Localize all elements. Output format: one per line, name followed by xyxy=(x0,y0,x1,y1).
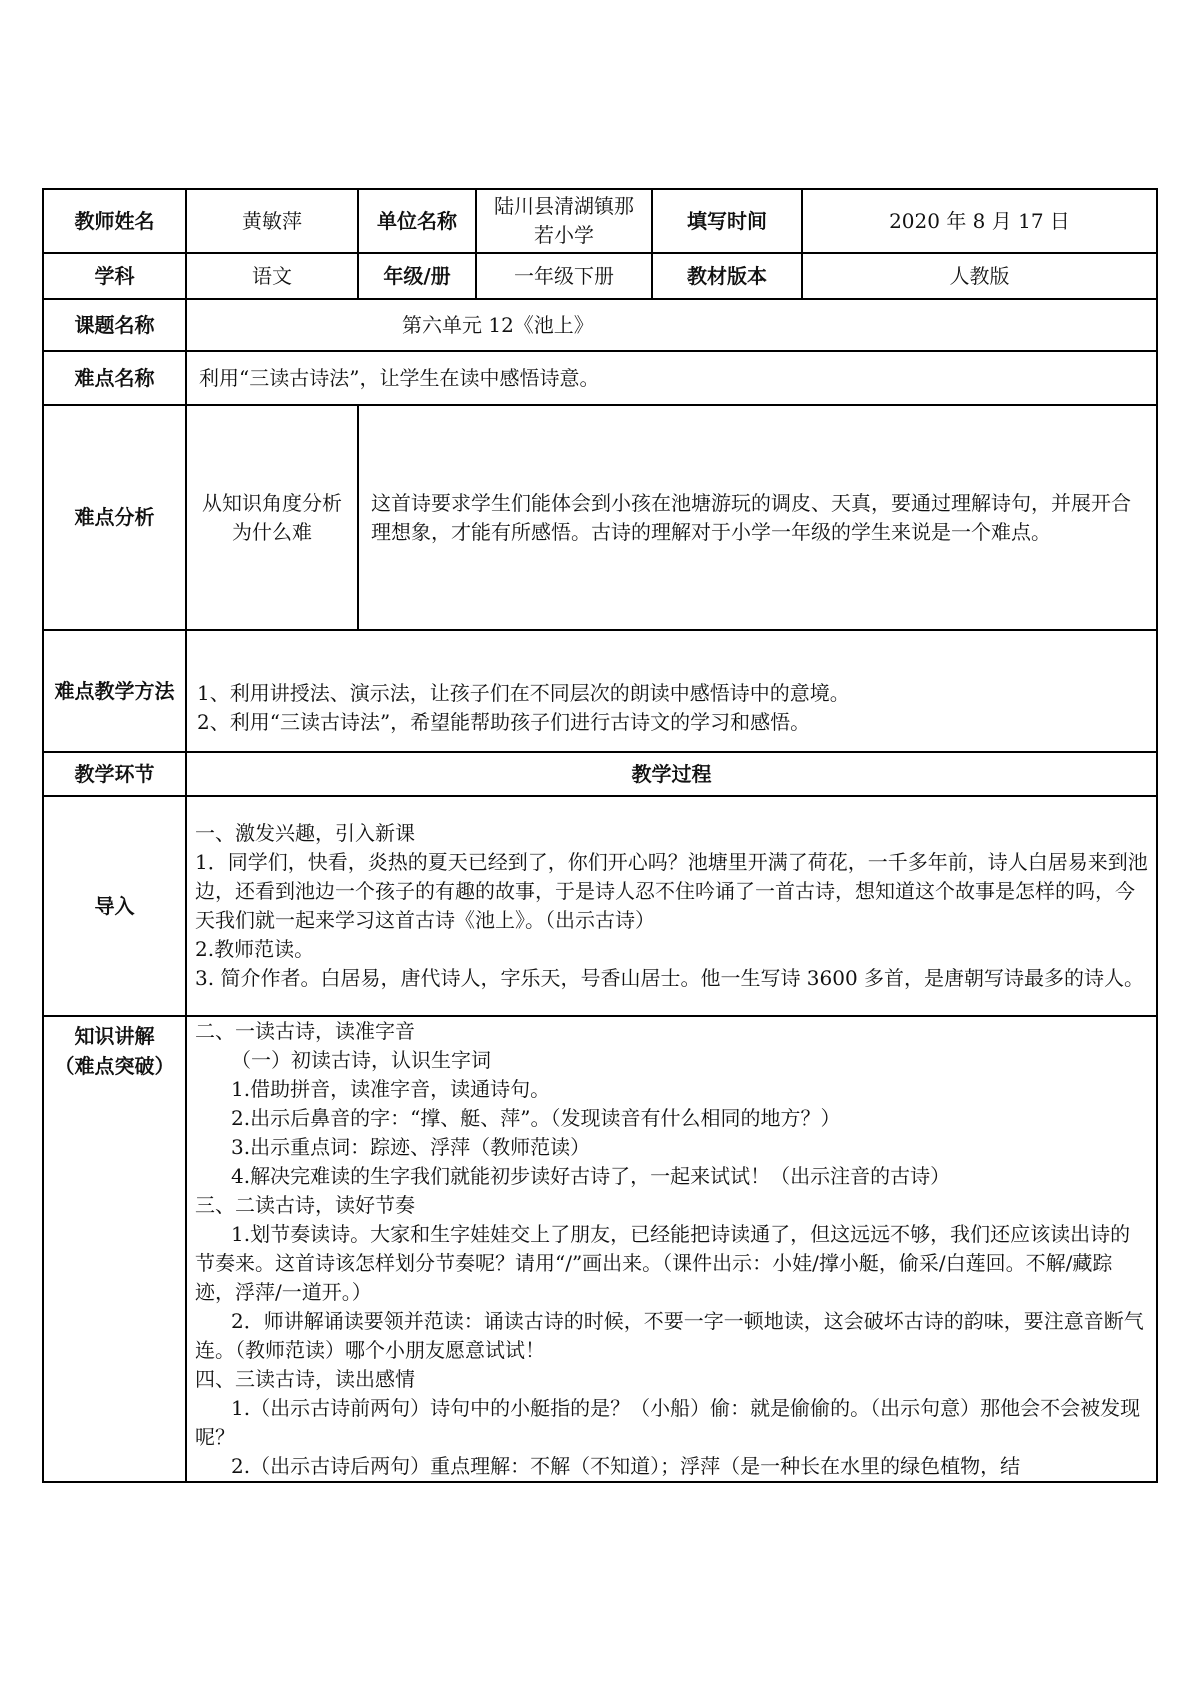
knowledge-line: （一）初读古诗，认识生字词 xyxy=(231,1048,491,1072)
intro-content xyxy=(186,796,1157,1016)
stage-header: 教学环节 xyxy=(43,752,186,796)
knowledge-row xyxy=(43,1016,1157,1482)
intro-line: 1．同学们，快看，炎热的夏天已经到了，你们开心吗？池塘里开满了荷花，一千多年前，诗人白居易来到池边，还看到池边一个孩子的有趣的故事，于是诗人忍不住吟诵了一首古诗，想知道这个故事是怎样的吗，今天我们就一起来学习这首古诗《池上》。（出示古诗） xyxy=(195,850,1148,932)
intro-row xyxy=(43,796,1157,1016)
edition-value: 人教版 xyxy=(802,253,1157,299)
unit-name-value: 陆川县清湖镇那若小学 xyxy=(476,189,652,253)
difficulty-label: 难点名称 xyxy=(43,351,186,405)
knowledge-label-line1: 知识讲解 xyxy=(74,1024,155,1048)
header-row-1 xyxy=(43,189,1157,253)
unit-name-label: 单位名称 xyxy=(358,189,476,253)
teacher-name-label: 教师姓名 xyxy=(43,189,186,253)
intro-line: 一、激发兴趣，引入新课 xyxy=(195,821,415,845)
knowledge-line: 2.（出示古诗后两句）重点理解：不解（不知道）；浮萍（是一种长在水里的绿色植物，结 xyxy=(231,1454,1021,1478)
knowledge-label xyxy=(43,1016,186,1482)
knowledge-line: 1.划节奏读诗。大家和生字娃娃交上了朋友，已经能把诗读通了，但这远远不够，我们还应该读出诗的节奏来。这首诗该怎样划分节奏呢？请用“/”画出来。（课件出示：小娃/撑小艇，偷采/白莲回。不解/藏踪迹，浮萍/一道开。） xyxy=(195,1222,1131,1304)
knowledge-label-line2: （难点突破） xyxy=(54,1054,175,1078)
edition-label: 教材版本 xyxy=(652,253,802,299)
knowledge-line: 三、二读古诗，读好节奏 xyxy=(195,1193,415,1217)
topic-value: 第六单元 12《池上》 xyxy=(186,299,1157,351)
knowledge-line: 3.出示重点词：踪迹、浮萍（教师范读） xyxy=(231,1135,591,1159)
method-line: 1、利用讲授法、演示法，让孩子们在不同层次的朗读中感悟诗中的意境。 xyxy=(197,681,850,705)
method-label: 难点教学方法 xyxy=(43,630,186,752)
method-line: 2、利用“三读古诗法”，希望能帮助孩子们进行古诗文的学习和感悟。 xyxy=(197,710,811,734)
knowledge-line: 四、三读古诗，读出感情 xyxy=(195,1367,415,1391)
grade-label: 年级/册 xyxy=(358,253,476,299)
difficulty-row xyxy=(43,351,1157,405)
knowledge-line: 2．师讲解诵读要领并范读：诵读古诗的时候，不要一字一顿地读，这会破坏古诗的韵味，要注意音断气连。（教师范读）哪个小朋友愿意试试！ xyxy=(195,1309,1144,1362)
knowledge-line: 4.解决完难读的生字我们就能初步读好古诗了，一起来试试！（出示注音的古诗） xyxy=(231,1164,951,1188)
topic-row xyxy=(43,299,1157,351)
method-row xyxy=(43,630,1157,752)
fill-date-value: 2020 年 8 月 17 日 xyxy=(802,189,1157,253)
knowledge-line: 1.（出示古诗前两句）诗句中的小艇指的是？（小船）偷：就是偷偷的。（出示句意）那他会不会被发现呢？ xyxy=(195,1396,1141,1449)
subject-label: 学科 xyxy=(43,253,186,299)
process-header-row xyxy=(43,752,1157,796)
intro-label: 导入 xyxy=(43,796,186,1016)
teacher-name-value: 黄敏萍 xyxy=(186,189,358,253)
knowledge-line: 1.借助拼音，读准字音，读通诗句。 xyxy=(231,1077,551,1101)
knowledge-line: 2.出示后鼻音的字：“撑、艇、萍”。（发现读音有什么相同的地方？） xyxy=(231,1106,841,1130)
difficulty-value: 利用“三读古诗法”，让学生在读中感悟诗意。 xyxy=(186,351,1157,405)
analysis-sub-label: 从知识角度分析为什么难 xyxy=(186,405,358,630)
knowledge-line: 二、一读古诗，读准字音 xyxy=(195,1019,415,1043)
analysis-row xyxy=(43,405,1157,630)
analysis-text: 这首诗要求学生们能体会到小孩在池塘游玩的调皮、天真，要通过理解诗句，并展开合理想象，才能有所感悟。古诗的理解对于小学一年级的学生来说是一个难点。 xyxy=(358,405,1157,630)
fill-date-label: 填写时间 xyxy=(652,189,802,253)
process-header: 教学过程 xyxy=(186,752,1157,796)
subject-value: 语文 xyxy=(186,253,358,299)
method-content xyxy=(186,630,1157,752)
knowledge-content xyxy=(186,1016,1157,1482)
topic-label: 课题名称 xyxy=(43,299,186,351)
lesson-plan-table xyxy=(42,188,1158,1483)
header-row-2 xyxy=(43,253,1157,299)
intro-line: 2.教师范读。 xyxy=(195,937,315,961)
analysis-label: 难点分析 xyxy=(43,405,186,630)
grade-value: 一年级下册 xyxy=(476,253,652,299)
intro-line: 3. 简介作者。白居易，唐代诗人，字乐天，号香山居士。他一生写诗 3600 多首，是唐朝写诗最多的诗人。 xyxy=(195,966,1145,990)
